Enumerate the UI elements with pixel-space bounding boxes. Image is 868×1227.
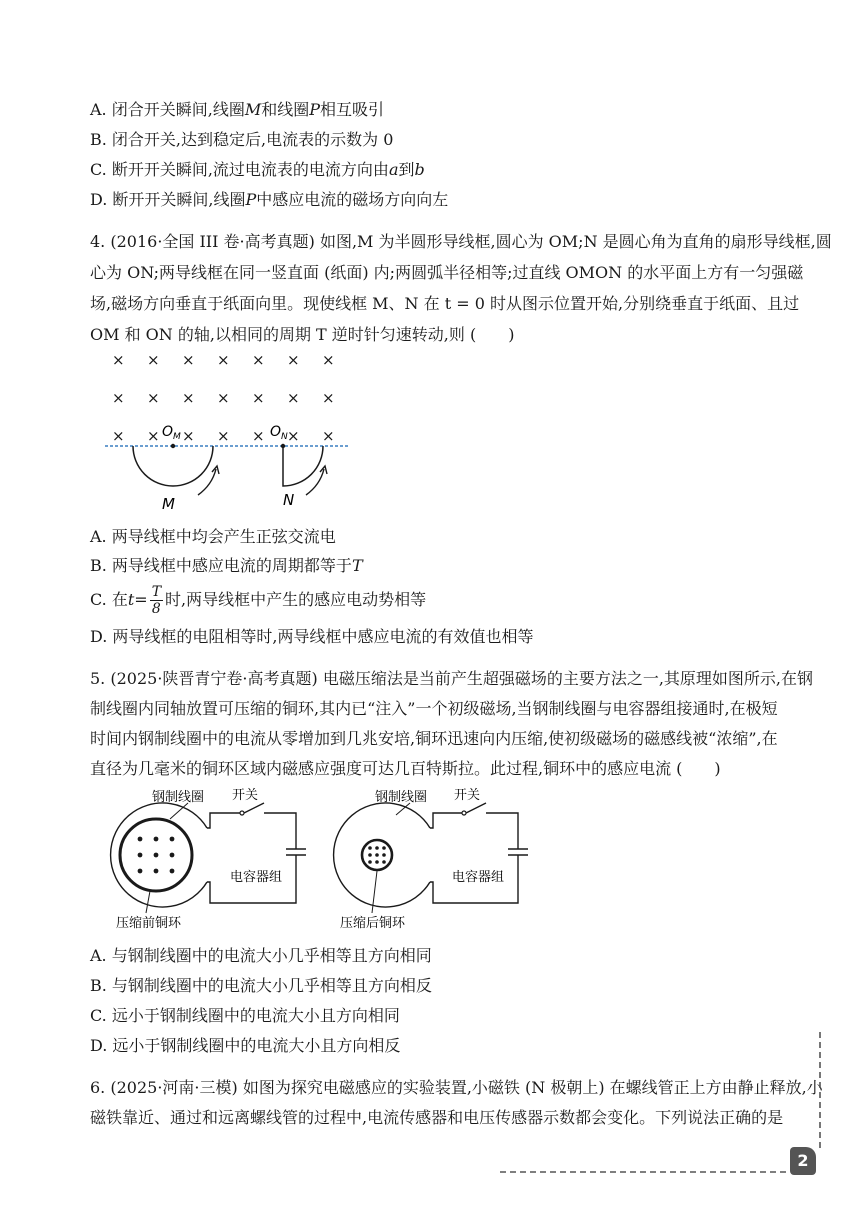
page-corner-decoration xyxy=(490,1030,830,1180)
field-cross-icon: × xyxy=(252,351,265,369)
label-switch-left: 开关 xyxy=(232,788,259,803)
field-cross-icon: × xyxy=(112,427,125,445)
magnetic-field-crosses xyxy=(112,351,335,445)
apparatus-after xyxy=(334,788,528,931)
field-cross-icon: × xyxy=(112,351,125,369)
sector-frame-n xyxy=(283,446,323,486)
q3-option-a: A. 闭合开关瞬间,线圈M和线圈P相互吸引 xyxy=(90,100,385,119)
field-dots-after xyxy=(368,846,386,864)
svg-text:OM xyxy=(162,424,181,442)
field-cross-icon: × xyxy=(252,389,265,407)
q4-option-d: D. 两导线框的电阻相等时,两导线框中感应电流的有效值也相等 xyxy=(90,627,534,646)
q4-option-c: C. 在t= $\frac{T}{8}$ 时,两导线框中产生的感应电动势相等 xyxy=(90,584,427,617)
q5-figure xyxy=(100,785,540,935)
page-number-badge: 2 xyxy=(790,1147,816,1175)
center-dot-om xyxy=(171,444,175,448)
apparatus-before xyxy=(111,788,306,931)
q5-stem-line4: 直径为几毫米的铜环区域内磁感应强度可达几百特斯拉。此过程,铜环中的感应电流 ( ) xyxy=(90,759,721,778)
q4-option-a: A. 两导线框中均会产生正弦交流电 xyxy=(90,527,336,546)
q4-stem-line3: 场,磁场方向垂直于纸面向里。现使线框 M、N 在 t = 0 时从图示位置开始,分别绕垂直于纸面、且过 xyxy=(90,294,800,313)
label-on: O xyxy=(270,424,282,440)
q5-option-a: A. 与钢制线圈中的电流大小几乎相等且方向相同 xyxy=(90,946,432,965)
q4-stem-line1: 4. (2016·全国 III 卷·高考真题) 如图,M 为半圆形导线框,圆心为 OM;N 是圆心角为直角的扇形导线框,圆 xyxy=(90,232,832,251)
semicircle-frame-m xyxy=(133,446,213,486)
q5-stem-line3: 时间内钢制线圈中的电流从零增加到几兆安培,铜环迅速向内压缩,使初级磁场的磁感线被“浓缩”,在 xyxy=(90,729,778,748)
q3-option-d: D. 断开开关瞬间,线圈P中感应电流的磁场方向向左 xyxy=(90,190,449,209)
field-dots-before xyxy=(138,837,175,874)
label-capacitor-right: 电容器组 xyxy=(452,870,505,885)
label-ring-before: 压缩前铜环 xyxy=(116,916,182,931)
field-cross-icon: × xyxy=(147,351,160,369)
q4-option-b: B. 两导线框中感应电流的周期都等于T xyxy=(90,556,363,575)
field-cross-icon: × xyxy=(322,351,335,369)
field-cross-icon: × xyxy=(287,351,300,369)
q5-stem-line1: 5. (2025·陕晋青宁卷·高考真题) 电磁压缩法是当前产生超强磁场的主要方法之一,其原理如图所示,在钢 xyxy=(90,669,813,688)
label-ring-after: 压缩后铜环 xyxy=(340,916,406,931)
field-cross-icon: × xyxy=(287,427,300,445)
q3-option-b: B. 闭合开关,达到稳定后,电流表的示数为 0 xyxy=(90,130,394,149)
q4-figure xyxy=(100,345,360,515)
q6-stem-line2: 磁铁靠近、通过和远离螺线管的过程中,电流传感器和电压传感器示数都会变化。下列说法正确的是 xyxy=(90,1108,784,1127)
field-cross-icon: × xyxy=(217,389,230,407)
rotation-arrow-n-icon xyxy=(306,469,324,495)
q5-option-d: D. 远小于钢制线圈中的电流大小且方向相反 xyxy=(90,1036,401,1055)
label-steel-coil-left: 钢制线圈 xyxy=(152,790,205,805)
label-steel-coil-right: 钢制线圈 xyxy=(375,790,428,805)
label-om: O xyxy=(162,424,174,440)
svg-text:ON xyxy=(270,424,288,442)
label-om-sub: M xyxy=(173,432,181,442)
q5-option-b: B. 与钢制线圈中的电流大小几乎相等且方向相反 xyxy=(90,976,432,995)
field-cross-icon: × xyxy=(322,427,335,445)
switch-right-icon xyxy=(466,803,486,813)
field-cross-icon: × xyxy=(112,389,125,407)
label-on-sub: N xyxy=(281,432,288,442)
q6-stem-line1: 6. (2025·河南·三模) 如图为探究电磁感应的实验装置,小磁铁 (N 极朝上) 在螺线管正上方由静止释放,小 xyxy=(90,1078,823,1097)
field-cross-icon: × xyxy=(252,427,265,445)
field-cross-icon: × xyxy=(217,427,230,445)
label-n: N xyxy=(283,491,295,509)
q4-stem-line2: 心为 ON;两导线框在同一竖直面 (纸面) 内;两圆弧半径相等;过直线 OMON 的水平面上方有一匀强磁 xyxy=(90,263,804,282)
field-cross-icon: × xyxy=(147,389,160,407)
label-capacitor-left: 电容器组 xyxy=(230,870,283,885)
rotation-arrow-m-icon xyxy=(198,469,216,495)
field-cross-icon: × xyxy=(287,389,300,407)
switch-left-icon xyxy=(244,803,264,813)
field-cross-icon: × xyxy=(182,351,195,369)
label-m: M xyxy=(162,495,175,513)
fraction-t-over-8: $\frac{T}{8}$ xyxy=(151,584,162,617)
field-cross-icon: × xyxy=(147,427,160,445)
steel-coil-right xyxy=(334,803,430,907)
center-dot-on xyxy=(281,444,285,448)
q3-option-c: C. 断开开关瞬间,流过电流表的电流方向由a到b xyxy=(90,160,425,179)
field-cross-icon: × xyxy=(322,389,335,407)
field-cross-icon: × xyxy=(217,351,230,369)
field-cross-icon: × xyxy=(182,389,195,407)
q4-stem-line4: OM 和 ON 的轴,以相同的周期 T 逆时针匀速转动,则 ( ) xyxy=(90,325,515,344)
q5-option-c: C. 远小于钢制线圈中的电流大小且方向相同 xyxy=(90,1006,400,1025)
label-switch-right: 开关 xyxy=(454,788,481,803)
q5-stem-line2: 制线圈内同轴放置可压缩的铜环,其内已“注入”一个初级磁场,当钢制线圈与电容器组接通时,在极短 xyxy=(90,699,778,718)
field-cross-icon: × xyxy=(182,427,195,445)
